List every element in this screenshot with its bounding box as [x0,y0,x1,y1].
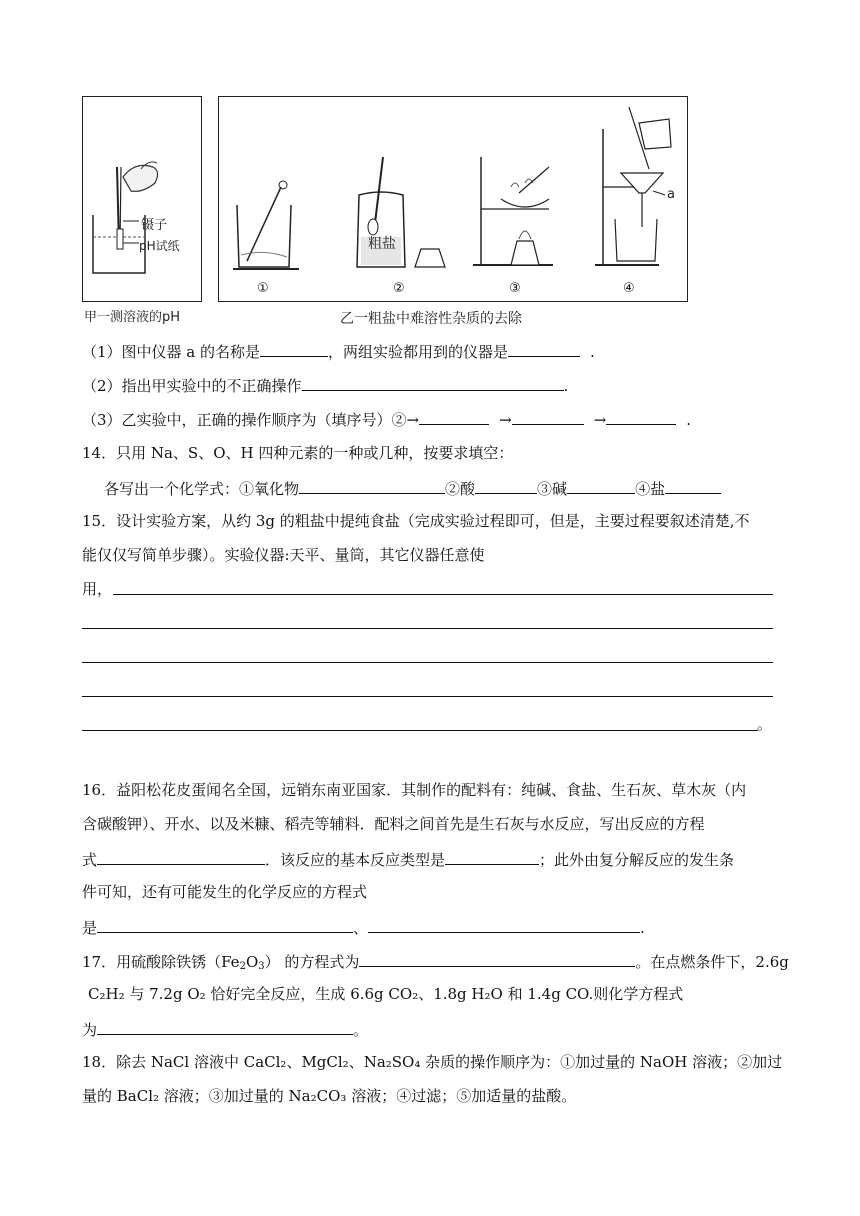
q16-line4: 件可知，还有可能发生的化学反应的方程式 [82,883,368,901]
label-a: a [667,187,675,202]
label-tweezers: 镊子 [141,218,168,233]
figure-jia-box [82,96,202,302]
q16-blank-reaction-type[interactable] [445,848,539,865]
q13-part2: （2）指出甲实验中的不正确操作 . [82,374,568,396]
label-ph-paper: pH试纸 [139,239,180,253]
q15-line2: 能仅仅写简单步骤）。实验仪器:天平、量筒，其它仪器任意使 [82,546,485,564]
ph-test-illustration [83,97,201,301]
q13-blank-step3[interactable] [512,408,584,425]
q15-answer-line-1[interactable] [113,594,773,595]
label-crude-salt: 粗盐 [368,236,396,252]
q17-blank-rust-eq[interactable] [359,950,635,967]
q15-answer-line-4[interactable] [82,696,773,697]
q16-line1: 16．益阳松花皮蛋闻名全国，远销东南亚国家．其制作的配料有：纯碱、食盐、生石灰、草木灰（内 [82,781,747,799]
q14-blank-salt[interactable] [665,477,721,494]
yi-caption: 乙一粗盐中难溶性杂质的去除 [340,311,522,327]
q14-answers: 各写出一个化学式：①氧化物 ②酸 ③碱 ④盐 [82,477,721,499]
q17-line3: 为 。 [82,1018,368,1040]
q17-line1: 17．用硫酸除铁锈$(Fe_2O_3)$ 的方程式为 。在点燃条件下，2.6g [82,950,789,977]
q16-line2: 含碳酸钾）、开水、以及米糠、稻壳等辅料．配料之间首先是生石灰与水反应，写出反应的方程 [82,815,705,833]
q15-line1: 15．设计实验方案，从约 3g 的粗盐中提纯食盐（完成实验过程即可，但是，主要过程要叙述清楚,不 [82,512,750,530]
q13-part1: （1）图中仪器 a 的名称是 ，两组实验都用到的仪器是 . [82,340,595,362]
q15-answer-line-5[interactable] [82,730,758,731]
jia-caption: 甲一测溶液的pH [84,310,181,325]
step-num-2: ② [393,281,405,296]
q15-end: 。 [757,715,773,733]
q14-stem: 14．只用 Na、S、O、H 四种元素的一种或几种，按要求填空： [82,444,514,462]
q16-blank-eq3[interactable] [368,916,640,933]
q14-blank-acid[interactable] [475,477,537,494]
q14-blank-oxide[interactable] [299,477,445,494]
q16-line3: 式 ．该反应的基本反应类型是 ；此外由复分解反应的发生条 [82,848,734,870]
q13-blank-common[interactable] [508,340,580,357]
step-num-4: ④ [623,281,635,296]
q14-blank-base[interactable] [567,477,635,494]
q13-part3: （3）乙实验中，正确的操作顺序为（填序号）②→ → → . [82,408,691,430]
step-num-3: ③ [509,281,521,296]
q15-line3: 用， [82,580,113,598]
q17-line2: C₂H₂ 与 7.2g O₂ 恰好完全反应，生成 6.6g CO₂、1.8g H₂O 和 1.4g CO.则化学方程式 [88,985,684,1003]
q13-blank-step4[interactable] [606,408,676,425]
salt-purification-illustration [219,97,687,301]
q13-blank-step2[interactable] [419,408,489,425]
q16-blank-equation[interactable] [97,848,265,865]
q13-blank-a-name[interactable] [260,340,328,357]
q18-line1: 18．除去 NaCl 溶液中 CaCl₂、MgCl₂、Na₂SO₄ 杂质的操作顺序为：①加过量的 NaOH 溶液；②加过 [82,1053,783,1071]
q17-blank-combustion-eq[interactable] [97,1018,353,1035]
q16-blank-eq2[interactable] [97,916,353,933]
step-num-1: ① [257,281,269,296]
q16-line5: 是 、 . [82,916,645,938]
q15-answer-line-3[interactable] [82,662,773,663]
q18-line2: 量的 BaCl₂ 溶液；③加过量的 Na₂CO₃ 溶液；④过滤；⑤加适量的盐酸。 [82,1087,577,1105]
figure-yi-box [218,96,688,302]
experiment-figure [82,96,690,330]
q15-answer-line-2[interactable] [82,628,773,629]
q13-blank-wrong-op[interactable] [302,374,564,391]
